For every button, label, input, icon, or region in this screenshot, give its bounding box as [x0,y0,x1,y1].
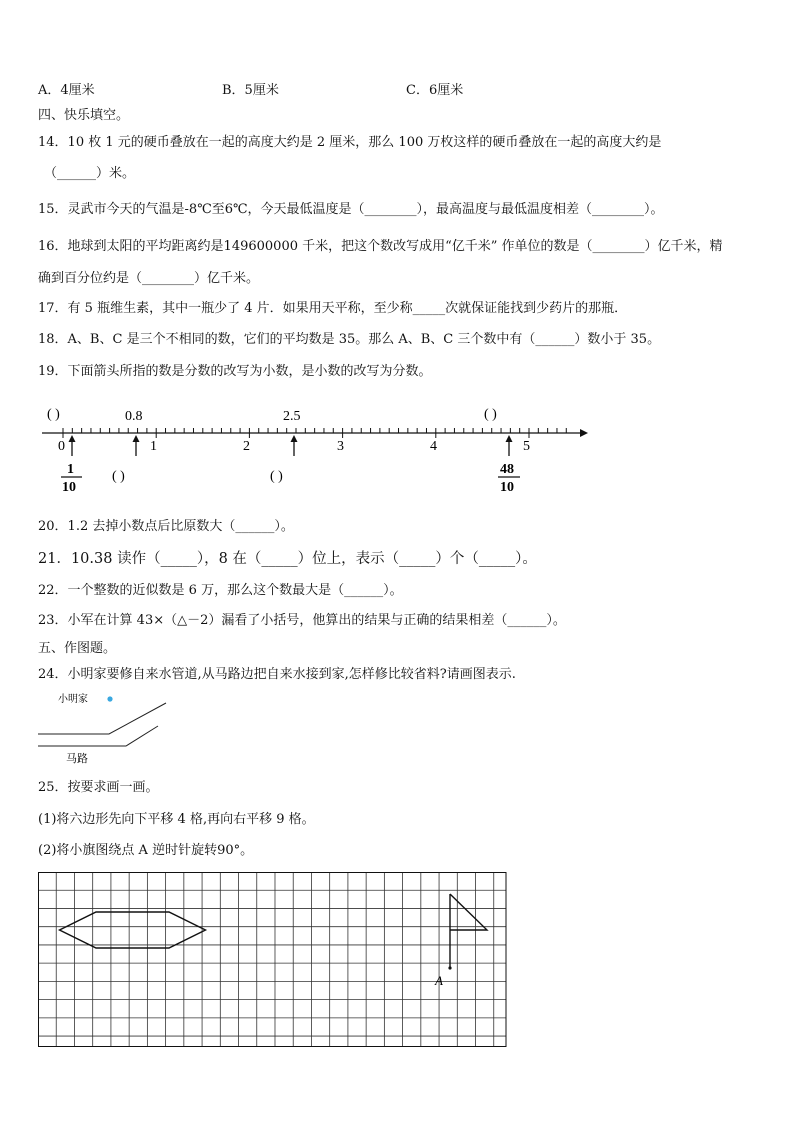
below-blank-2: ( ) [270,469,283,484]
question-15: 15．灵武市今天的气温是-8℃至6℃，今天最低温度是（________），最高温度与最低温度相差（________）。 [38,202,664,217]
fraction-2-numerator: 48 [500,462,514,477]
home-dot [107,696,112,701]
point-a-dot [448,966,451,969]
above-label-2.5: 2.5 [283,409,301,424]
question-25: 25．按要求画一画。 [38,780,159,795]
tick-label-3: 3 [337,439,344,454]
fraction-2-denominator: 10 [500,480,514,495]
tick-label-1: 1 [150,439,157,454]
option-b: B．5厘米 [222,83,279,98]
tick-label-0: 0 [58,439,65,454]
arrow-at-0.8 [133,435,140,456]
question-24: 24．小明家要修自来水管道,从马路边把自来水接到家,怎样修比较省料?请画图表示. [38,667,516,682]
question-25-part-2: (2)将小旗图绕点 A 逆时针旋转90°。 [38,843,254,858]
tick-label-4: 4 [430,439,437,454]
question-16-line2: 确到百分位约是（________）亿千米。 [38,271,260,286]
road-figure [36,688,176,770]
above-label-blank-1: ( ) [47,407,60,422]
question-16-line1: 16．地球到太阳的平均距离约是149600000 千米，把这个数改写成用“亿千米” 作单位的数是（________）亿千米，精 [38,239,723,254]
above-label-blank-2: ( ) [484,407,497,422]
arrow-at-0.1 [69,435,76,456]
number-line-arrowhead [580,429,588,437]
road-lower-edge [38,726,158,746]
section-4-title: 四、快乐填空。 [38,108,130,123]
grid-lines [38,872,506,1047]
fraction-1-denominator: 10 [62,480,76,495]
grid-border [39,873,507,1047]
grid-figure [38,872,508,1048]
question-21: 21．10.38 读作（_____），8 在（_____）位上，表示（_____）个（_____）。 [38,551,537,567]
question-17: 17．有 5 瓶维生素，其中一瓶少了 4 片．如果用天平称，至少称_____次就保证能找到少药片的那瓶． [38,301,628,316]
flag-shape [450,894,487,968]
fraction-1-numerator: 1 [67,462,74,477]
tick-label-2: 2 [243,439,250,454]
question-18: 18．A、B、C 是三个不相同的数，它们的平均数是 35。那么 A、B、C 三个数中有（______）数小于 35。 [38,332,661,347]
arrow-at-4.8 [506,435,513,456]
above-label-0.8: 0.8 [125,409,143,424]
question-23: 23．小军在计算 43×（△－2）漏看了小括号，他算出的结果与正确的结果相差（______）。 [38,613,566,628]
below-blank-1: ( ) [112,469,125,484]
arrow-at-2.5 [291,435,298,456]
number-line-figure [30,400,590,500]
question-25-part-1: (1)将六边形先向下平移 4 格,再向右平移 9 格。 [38,812,315,827]
question-14-line1: 14．10 枚 1 元的硬币叠放在一起的高度大约是 2 厘米，那么 100 万枚这样的硬币叠放在一起的高度大约是 [38,135,662,150]
road-label: 马路 [66,753,88,765]
option-c: C．6厘米 [406,83,464,98]
question-22: 22．一个整数的近似数是 6 万，那么这个数最大是（______）。 [38,583,403,598]
home-label: 小明家 [58,694,88,705]
question-19: 19．下面箭头所指的数是分数的改写为小数，是小数的改写为分数。 [38,364,432,379]
question-20: 20．1.2 去掉小数点后比原数大（______）。 [38,519,294,534]
road-upper-edge [38,703,166,734]
tick-label-5: 5 [523,439,530,454]
point-a-label: A [435,973,443,988]
option-a: A．4厘米 [38,83,95,98]
section-5-title: 五、作图题。 [38,641,117,656]
question-14-line2: （______）米。 [44,166,136,181]
